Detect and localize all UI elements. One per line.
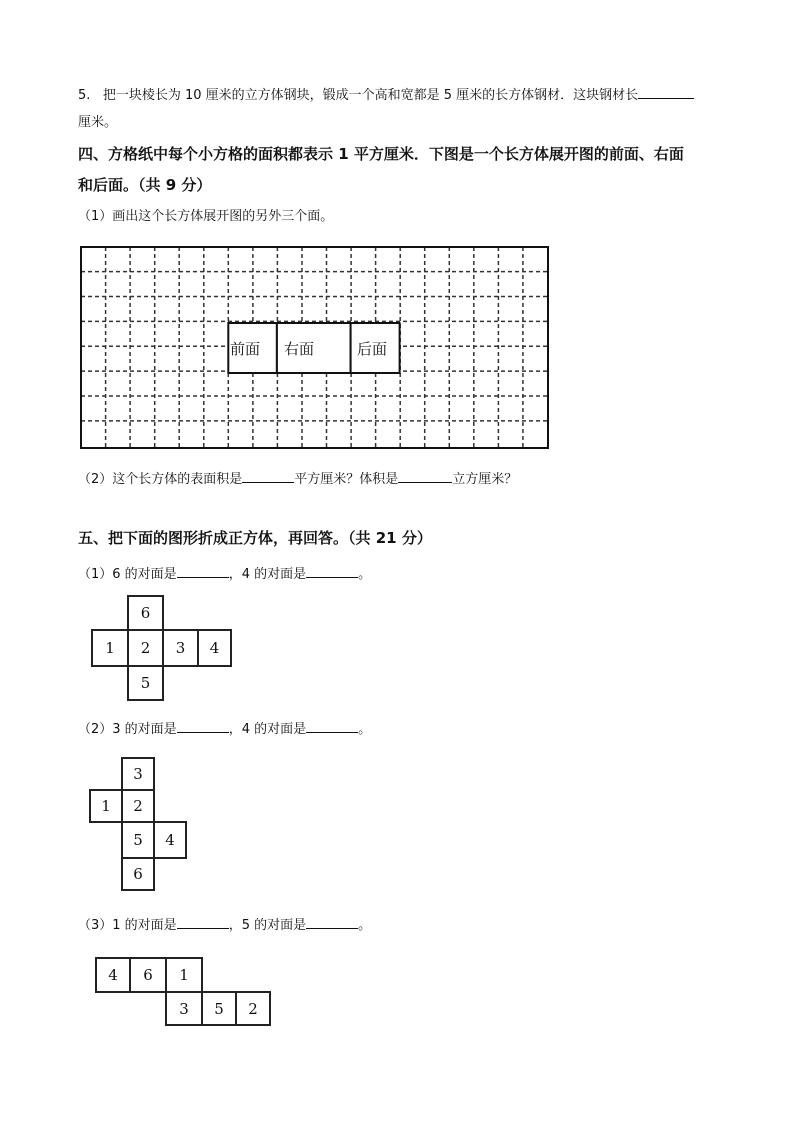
net-cell: 6 <box>129 957 167 993</box>
volume-blank[interactable] <box>398 468 452 483</box>
front-face-label: 前面 <box>230 340 261 358</box>
section-4-title-line1: 四、方格纸中每个小方格的面积都表示 1 平方厘米．下图是一个长方体展开图的前面、右面 <box>78 145 684 163</box>
net-cell: 4 <box>153 821 187 859</box>
section-5-title: 五、把下面的图形折成正方体，再回答。（共 21 分） <box>78 529 432 547</box>
answer-blank[interactable] <box>306 718 358 733</box>
net-cell: 3 <box>162 629 199 667</box>
net-cell: 6 <box>121 857 155 891</box>
net-cell: 5 <box>121 821 155 859</box>
net-cell: 6 <box>127 595 164 631</box>
answer-blank[interactable] <box>306 914 358 929</box>
answer-blank[interactable] <box>177 718 229 733</box>
question-5-tail: 厘米。 <box>78 115 118 130</box>
section-5-q3: （3）1 的对面是 ，5 的对面是 。 <box>78 914 371 935</box>
answer-blank[interactable] <box>177 914 229 929</box>
net-cell: 1 <box>89 789 123 823</box>
section-5-q2: （2）3 的对面是 ，4 的对面是 。 <box>78 718 371 739</box>
net-cell: 1 <box>91 629 129 667</box>
net-cell: 4 <box>197 629 232 667</box>
net-cell: 1 <box>165 957 203 993</box>
section-5-q1: （1）6 的对面是 ，4 的对面是 。 <box>78 563 371 584</box>
answer-blank[interactable] <box>638 84 694 99</box>
question-5 <box>78 84 694 105</box>
square-grid-paper <box>80 246 550 450</box>
question-number: 5. <box>78 88 91 103</box>
net-cell: 2 <box>127 629 164 667</box>
answer-blank[interactable] <box>306 563 358 578</box>
section-4-title-line2: 和后面。（共 9 分） <box>78 176 212 194</box>
answer-blank[interactable] <box>177 563 229 578</box>
net-cell: 5 <box>127 665 164 701</box>
question-text: 把一块棱长为 10 厘米的立方体钢块，锻成一个高和宽都是 5 厘米的长方体钢材．这块钢材长 <box>102 88 639 103</box>
net-cell: 2 <box>121 789 155 823</box>
section-4-sub2: （2）这个长方体的表面积是 平方厘米？体积是 立方厘米？ <box>78 468 517 489</box>
section-4-sub1: （1）画出这个长方体展开图的另外三个面。 <box>78 209 334 224</box>
net-cell: 5 <box>201 991 237 1026</box>
net-cell: 2 <box>235 991 271 1026</box>
net-cell: 3 <box>165 991 203 1026</box>
back-face-label: 后面 <box>357 340 388 358</box>
net-cell: 3 <box>121 757 155 791</box>
net-cell: 4 <box>95 957 131 993</box>
right-face-label: 右面 <box>284 340 315 358</box>
surface-area-blank[interactable] <box>242 468 294 483</box>
